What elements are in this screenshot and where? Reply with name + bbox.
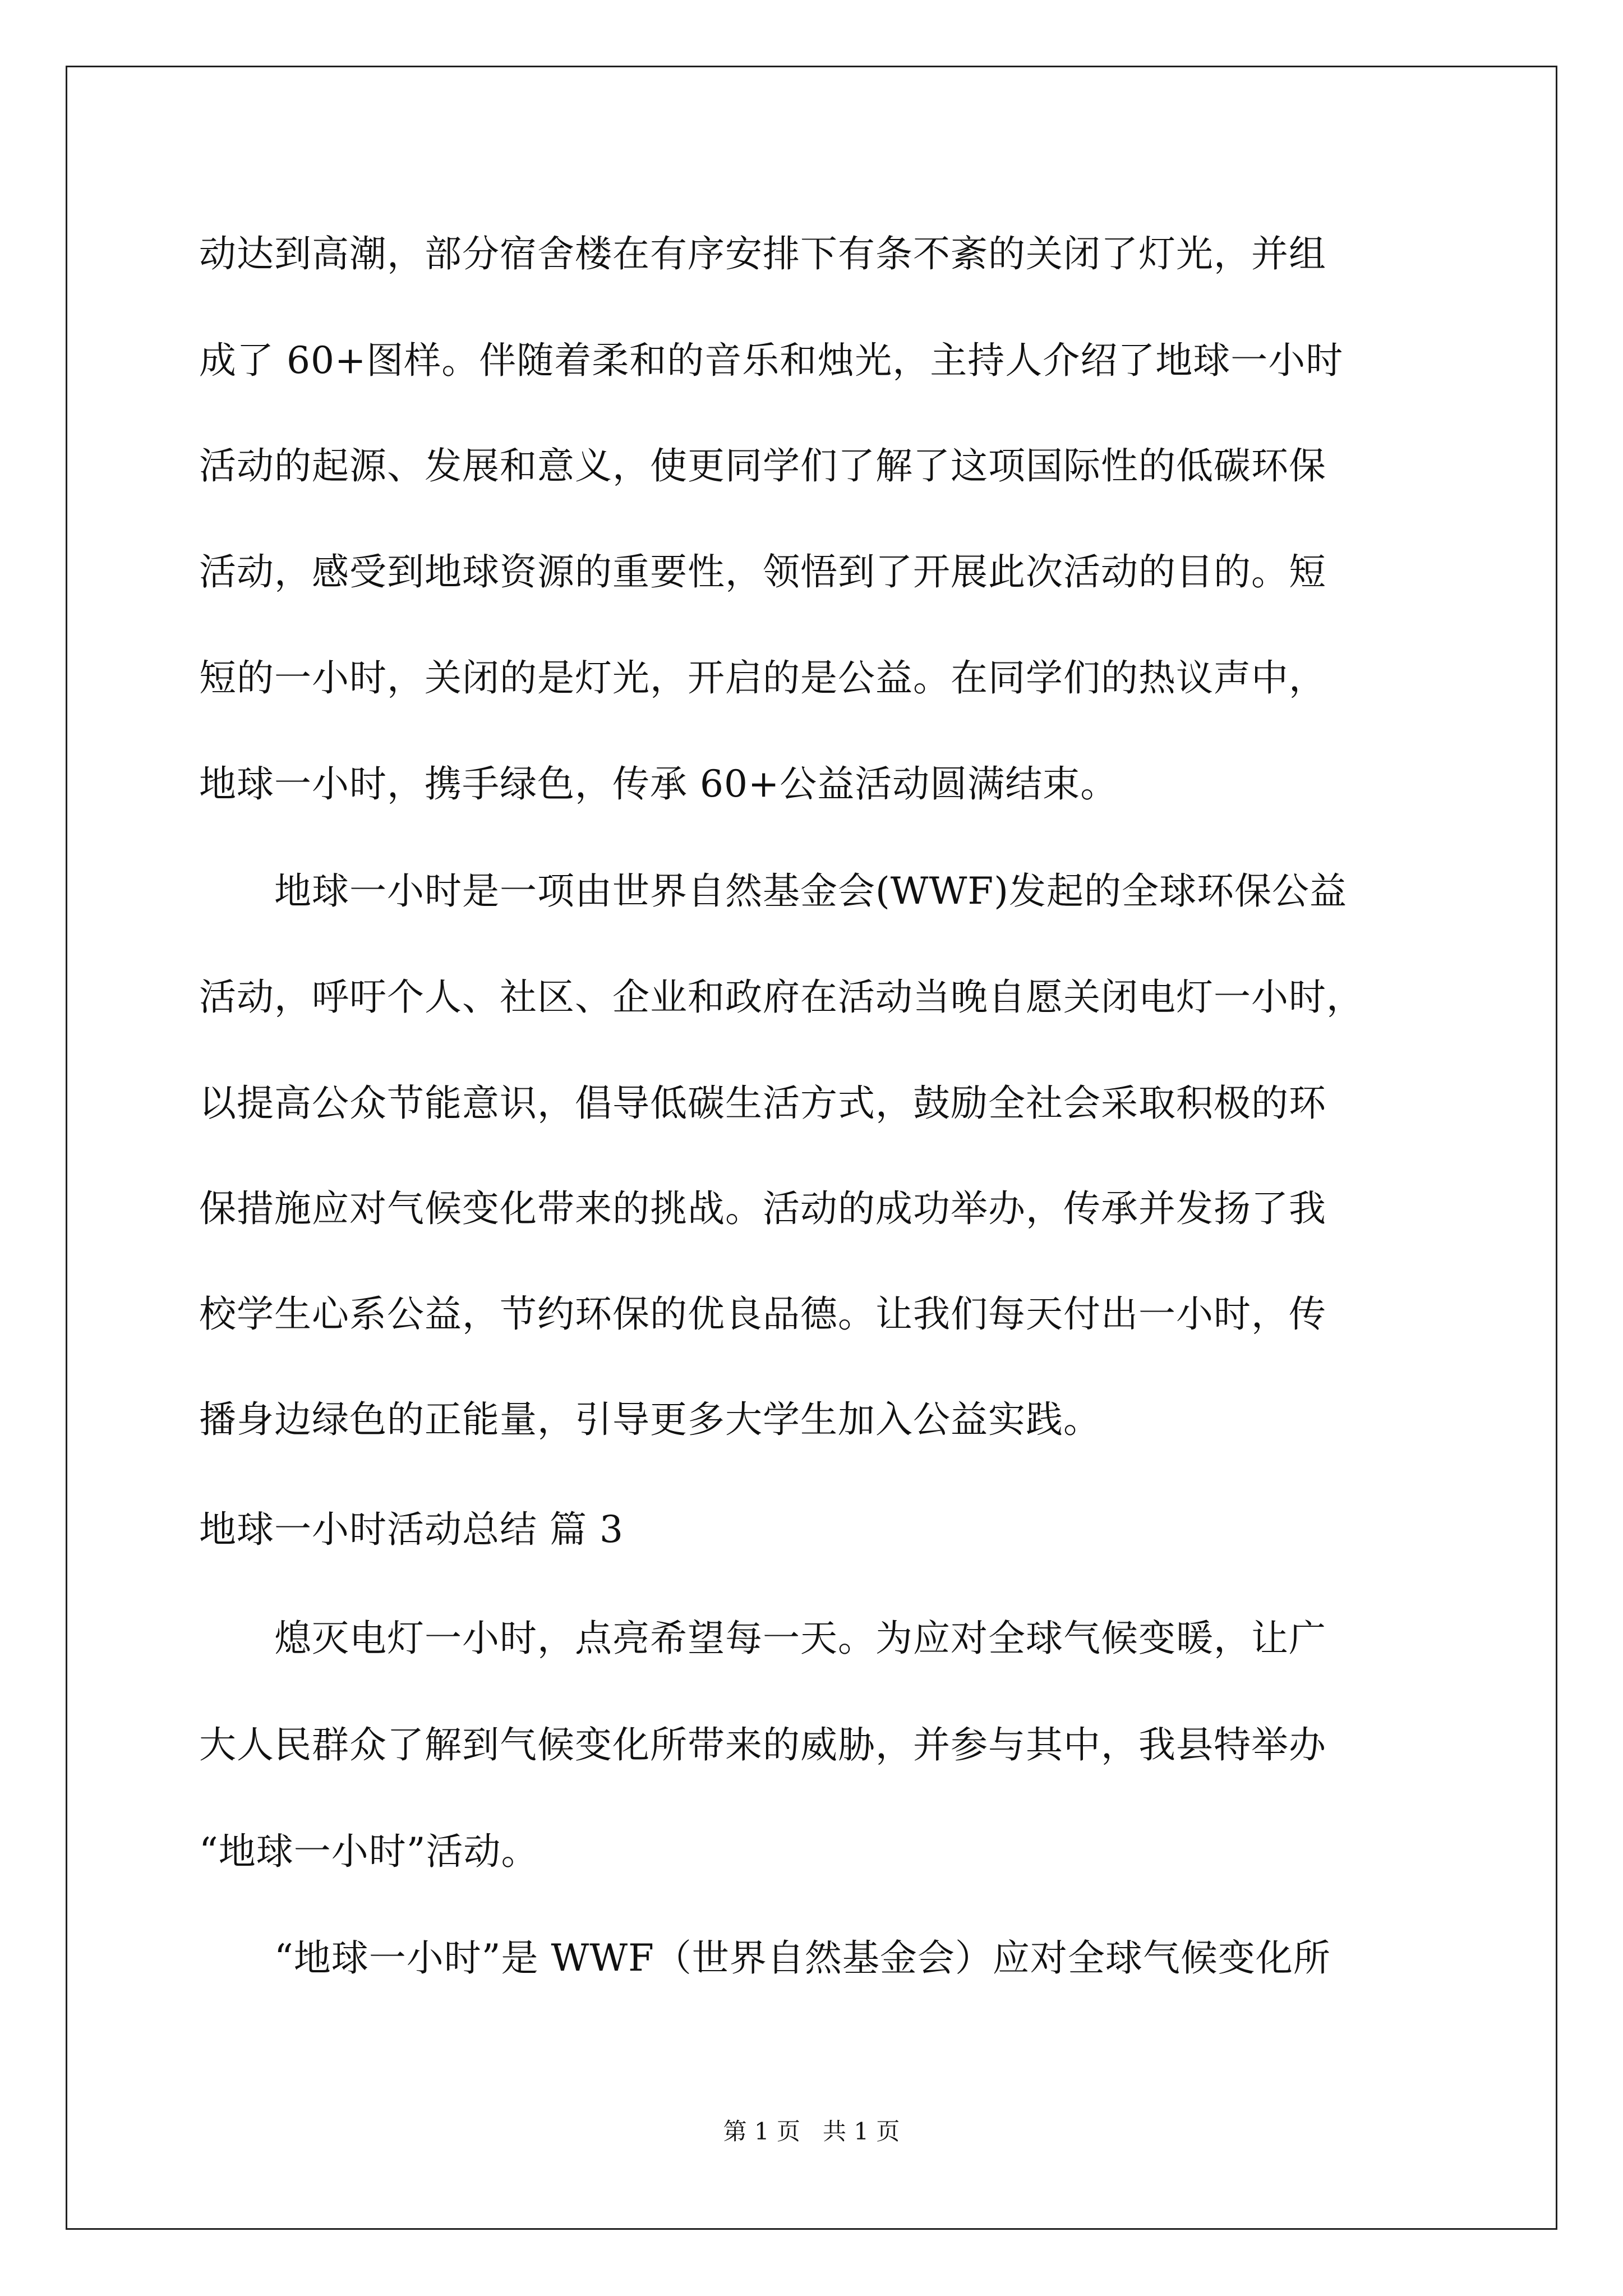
text-line: 活动，呼吁个人、社区、企业和政府在活动当晚自愿关闭电灯一小时， [199, 976, 1364, 1019]
text-line: 熄灭电灯一小时，点亮希望每一天。为应对全球气候变暖，让广 [199, 1617, 1326, 1660]
text-line: 以提高公众节能意识，倡导低碳生活方式，鼓励全社会采取积极的环 [199, 1082, 1326, 1125]
text-line: 活动的起源、发展和意义，使更同学们了解了这项国际性的低碳环保 [199, 444, 1326, 487]
text-line: 成了 60+图样。伴随着柔和的音乐和烛光，主持人介绍了地球一小时 [199, 339, 1344, 382]
text-line: 活动，感受到地球资源的重要性，领悟到了开展此次活动的目的。短 [199, 550, 1326, 593]
page-border [66, 66, 1557, 2230]
page-number-total: 共 1 页 [823, 2118, 900, 2145]
text-line: “地球一小时”活动。 [199, 1830, 539, 1873]
text-line: 地球一小时，携手绿色，传承 60+公益活动圆满结束。 [199, 762, 1118, 806]
text-line: “地球一小时”是 WWF（世界自然基金会）应对全球气候变化所 [199, 1936, 1331, 1980]
text-line: 播身边绿色的正能量，引导更多大学生加入公益实践。 [199, 1398, 1101, 1441]
text-line: 大人民群众了解到气候变化所带来的威胁，并参与其中，我县特举办 [199, 1723, 1326, 1766]
text-line: 保措施应对气候变化带来的挑战。活动的成功举办，传承并发扬了我 [199, 1187, 1326, 1230]
text-line: 校学生心系公益，节约环保的优良品德。让我们每天付出一小时，传 [199, 1292, 1326, 1336]
page-number-current: 第 1 页 [723, 2118, 800, 2145]
text-line: 动达到高潮，部分宿舍楼在有序安排下有条不紊的关闭了灯光，并组 [199, 232, 1326, 275]
text-line: 短的一小时，关闭的是灯光，开启的是公益。在同学们的热议声中， [199, 656, 1326, 700]
text-line: 地球一小时是一项由世界自然基金会(WWF)发起的全球环保公益 [199, 869, 1347, 913]
page-footer [0, 2115, 1623, 2148]
section-heading: 地球一小时活动总结 篇 3 [199, 1508, 624, 1551]
